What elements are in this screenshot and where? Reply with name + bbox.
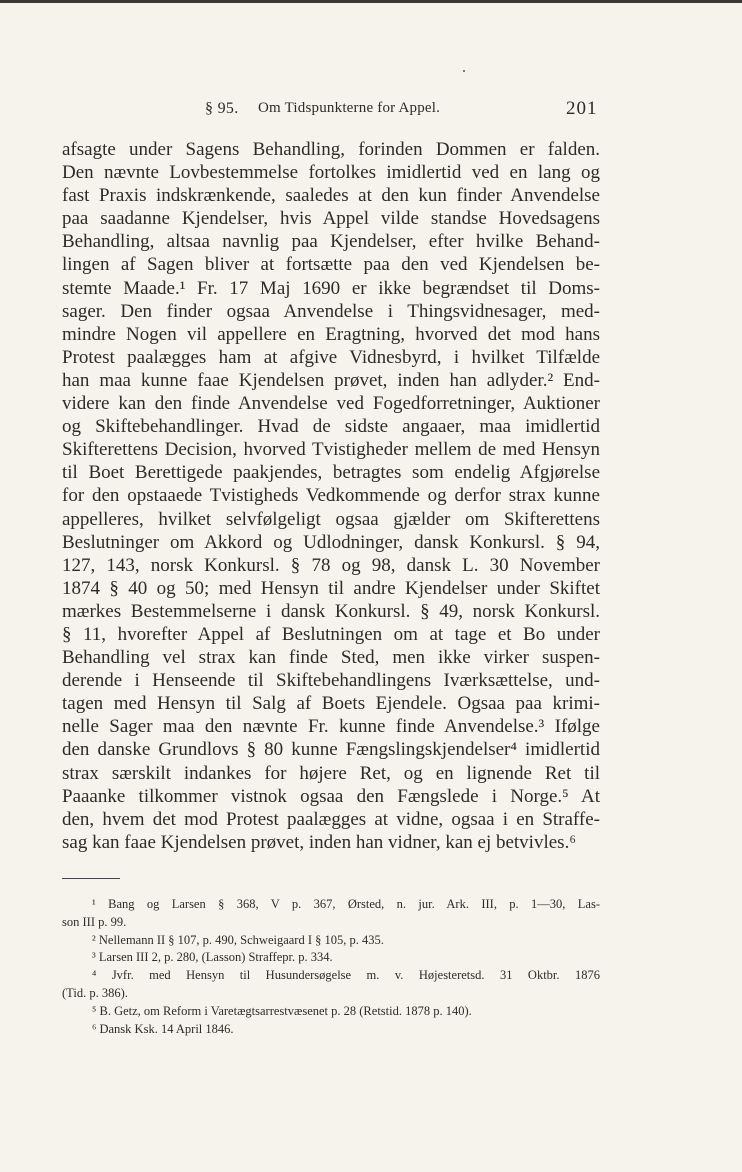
body-line: den danske Grundlovs § 80 kunne Fængslingskjendelser⁴ imidlertid: [62, 739, 600, 761]
body-line: Protest paalægges ham at afgive Vidnesbyrd, i hvilket Tilfælde: [62, 346, 600, 368]
body-line: til Boet Berettigede paakjendes, betragtes som endelig Afgjørelse: [62, 462, 600, 484]
footnote-line: ² Nellemann II § 107, p. 490, Schweigaard I § 105, p. 435.: [92, 932, 384, 947]
section-number: § 95.: [205, 100, 239, 117]
body-line: paa saadanne Kjendelser, hvis Appel vilde standse Hovedsagens: [62, 208, 600, 230]
body-line: Behandling vel strax kan finde Sted, men ikke virker suspen-: [62, 647, 600, 669]
page-top-edge: [0, 0, 742, 3]
body-line: Paaanke tilkommer vistnok ogsaa den Fængslede i Norge.⁵ At: [62, 785, 600, 807]
body-line: mærkes Bestemmelserne i dansk Konkursl. § 49, norsk Konkursl.: [62, 600, 600, 622]
footnote-line: son III p. 99.: [62, 914, 127, 929]
body-line: den, hvem det mod Protest paalægges at vidne, ogsaa i en Straffe-: [62, 808, 600, 830]
footnote-line: ⁶ Dansk Ksk. 14 April 1846.: [92, 1021, 234, 1036]
body-line: Beslutninger om Akkord og Udlodninger, dansk Konkursl. § 94,: [62, 531, 600, 553]
paper-speck: [463, 70, 465, 72]
footnotes: [62, 896, 600, 1038]
body-line: strax særskilt indankes for højere Ret, og en lignende Ret til: [62, 762, 600, 784]
body-line: 127, 143, norsk Konkursl. § 78 og 98, dansk L. 30 November: [62, 554, 600, 576]
body-line: nelle Sager maa den nævnte Fr. kunne finde Anvendelse.³ Ifølge: [62, 716, 600, 738]
body-line: mindre Nogen vil appellere en Eragtning, hvorved det mod hans: [62, 323, 600, 345]
running-header: [0, 98, 742, 122]
body-line: sager. Den finder ogsaa Anvendelse i Thingsvidnesager, med-: [62, 300, 600, 322]
running-title: Om Tidspunkterne for Appel.: [258, 100, 441, 116]
footnote-line: ⁵ B. Getz, om Reform i Varetægtsarrestvæsenet p. 28 (Retstid. 1878 p. 140).: [92, 1003, 472, 1018]
body-line: for den opstaaede Tvistigheds Vedkommende og derfor strax kunne: [62, 485, 600, 507]
body-line: 1874 § 40 og 50; med Hensyn til andre Kjendelser under Skiftet: [62, 577, 600, 599]
body-line: og Skiftebehandlinger. Hvad de sidste angaaer, maa imidlertid: [62, 416, 600, 438]
body-line: appelleres, hvilket selvfølgeligt ogsaa gjælder om Skifterettens: [62, 508, 600, 530]
footnote-line: (Tid. p. 386).: [62, 985, 128, 1000]
body-line: fast Praxis indskrænkende, saaledes at den kun finder Anvendelse: [62, 185, 600, 207]
body-line: § 11, hvorefter Appel af Beslutningen om at tage et Bo under: [62, 623, 600, 645]
body-line: videre kan den finde Anvendelse ved Fogedforretninger, Auktioner: [62, 393, 600, 415]
body-text: [62, 138, 600, 854]
body-line: han maa kunne faae Kjendelsen prøvet, inden han adlyder.² End-: [62, 369, 600, 391]
body-line: tagen med Hensyn til Salg af Boets Ejendele. Ogsaa paa krimi-: [62, 693, 600, 715]
body-line: stemte Maade.¹ Fr. 17 Maj 1690 er ikke begrændset til Doms-: [62, 277, 600, 299]
footnote-line: ⁴ Jvfr. med Hensyn til Husundersøgelse m. v. Højesteretsd. 31 Oktbr. 1876: [92, 968, 600, 983]
body-line: Behandling, altsaa navnlig paa Kjendelser, efter hvilke Behand-: [62, 231, 600, 253]
body-line: Den nævnte Lovbestemmelse fortolkes imidlertid ved en lang og: [62, 162, 600, 184]
body-line: afsagte under Sagens Behandling, forinden Dommen er falden.: [62, 139, 600, 160]
body-line: derende i Henseende til Skiftebehandlingens Iværksættelse, und-: [62, 670, 600, 692]
page-number: 201: [566, 98, 598, 119]
body-line: lingen af Sagen bliver at fortsætte paa den ved Kjendelsen be-: [62, 254, 600, 276]
footnote-line: ³ Larsen III 2, p. 280, (Lasson) Straffepr. p. 334.: [92, 950, 333, 965]
body-line: Skifterettens Decision, hvorved Tvistigheder mellem de med Hensyn: [62, 439, 600, 461]
footnote-line: ¹ Bang og Larsen § 368, V p. 367, Ørsted, n. jur. Ark. III, p. 1—30, Las-: [92, 897, 600, 911]
footnote-separator: [62, 878, 120, 879]
body-line: sag kan faae Kjendelsen prøvet, inden han vidner, kan ej betvivles.⁶: [62, 831, 576, 853]
